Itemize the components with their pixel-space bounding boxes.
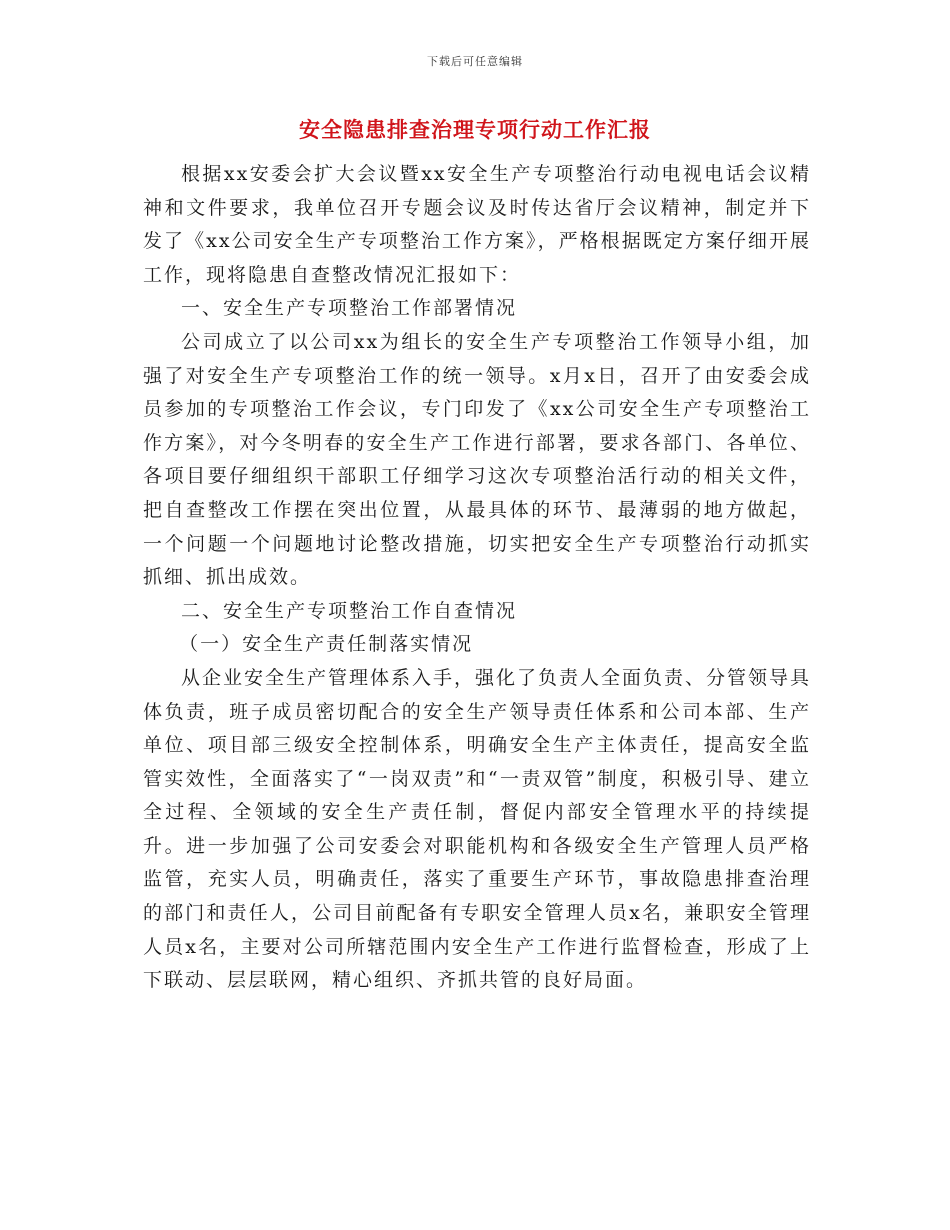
subsection-heading-responsibility: （一）安全生产责任制落实情况 — [179, 633, 474, 656]
section-heading-deployment: 一、安全生产专项整治工作部署情况 — [181, 297, 518, 320]
section-heading-self-inspection: 二、安全生产专项整治工作自查情况 — [181, 599, 518, 622]
paragraph-intro: 根据xx安委会扩大会议暨xx安全生产专项整治行动电视电话会议精神和文件要求，我单位召开专题会议及时传达省厅会议精神，制定并下发了《xx公司安全生产专项整治工作方案》，严格根据既定方案仔细开展工作，现将隐患自查整改情况汇报如下： — [143, 163, 811, 286]
header-note: 下载后可任意编辑 — [427, 55, 523, 68]
paragraph-deployment: 公司成立了以公司xx为组长的安全生产专项整治工作领导小组，加强了对安全生产专项整治工作的统一领导。x月x日，召开了由安委会成员参加的专项整治工作会议，专门印发了《xx公司安全生产专项整治工作方案》，对今冬明春的安全生产工作进行部署，要求各部门、各单位、各项目要仔细组织干部职工仔细学习这次专项整治活行动的相关文件，把自查整改工作摆在突出位置，从最具体的环节、最薄弱的地方做起，一个问题一个问题地讨论整改措施，切实把安全生产专项整治行动抓实抓细、抓出成效。 — [143, 330, 811, 589]
paragraph-responsibility: 从企业安全生产管理体系入手，强化了负责人全面负责、分管领导具体负责，班子成员密切配合的安全生产领导责任体系和公司本部、生产单位、项目部三级安全控制体系，明确安全生产主体责任，提高安全监管实效性，全面落实了“一岗双责”和“一责双管”制度，积极引导、建立全过程、全领域的安全生产责任制，督促内部安全管理水平的持续提升。进一步加强了公司安委会对职能机构和各级安全生产管理人员严格监管，充实人员，明确责任，落实了重要生产环节，事故隐患排查治理的部门和责任人，公司目前配备有专职安全管理人员x名，兼职安全管理人员x名，主要对公司所辖范围内安全生产工作进行监督检查，形成了上下联动、层层联网，精心组织、齐抓共管的良好局面。 — [143, 666, 812, 992]
document-title: 安全隐患排查治理专项行动工作汇报 — [299, 117, 651, 142]
document-body — [143, 158, 811, 998]
